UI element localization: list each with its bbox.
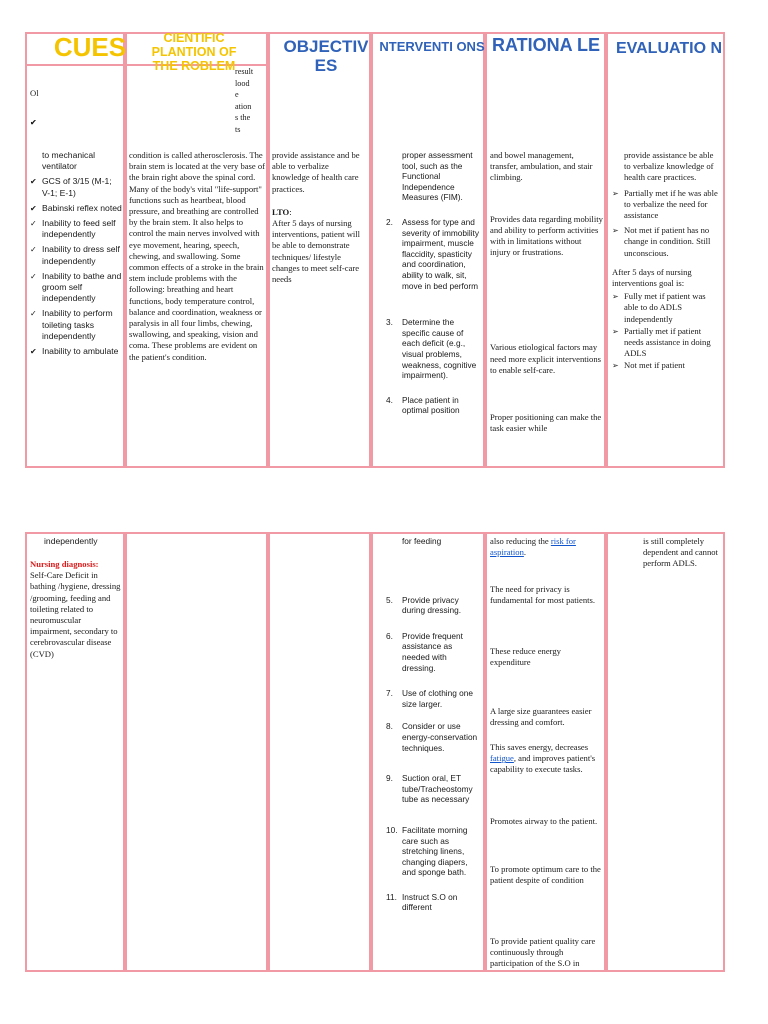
intervention-number: 10. [386, 824, 398, 835]
cues-list [30, 150, 122, 361]
objectives-text: provide assistance and be able to verbalize knowledge of health care practices. LTO: After 5 days of nursing interventions, patient will be able to demonstrate techniques/ lifestyle changes to meet self-care needs [272, 150, 368, 285]
cue-item: ✓ Inability to perform toileting tasks independently [30, 308, 122, 342]
intervention-item [386, 395, 482, 416]
intervention-text: Place patient in optimal position [402, 394, 460, 416]
nursing-diagnosis-label: Nursing diagnosis [30, 559, 96, 569]
intervention-text: Provide privacy during dressing. [402, 594, 462, 616]
nursing-diagnosis-text: Self-Care Deficit in bathing /hygiene, dressing /grooming, feeding and toileting related to neuromuscular impairment, secondary to cerebrovascular disease (CVD) [30, 570, 121, 659]
evaluation-item: ➢ Not met if patient has no change in condition. Still unconscious. [612, 225, 722, 259]
cue-item: ✓ Inability to dress self independently [30, 244, 122, 266]
cues-fragment: Ol [30, 88, 39, 98]
intervention-item [386, 631, 482, 673]
intervention-item [386, 217, 482, 291]
objectives-column-border-2 [268, 532, 371, 972]
rationale-6: These reduce energy expenditure [490, 646, 561, 668]
intervention-item [386, 595, 482, 616]
rationale-8: This saves energy, decreases fatigue, and improves patient's capability to execute tasks. [490, 742, 596, 775]
evaluation-item: ➢ Partially met if he was able to verbalize the need for assistance [612, 188, 722, 222]
intervention-item [386, 688, 482, 709]
cues-fragment-checks [30, 113, 50, 117]
intervention-text: Suction oral, ET tube/Tracheostomy tube as necessary [402, 773, 473, 805]
nursing-diagnosis: Nursing diagnosis: Self-Care Deficit in bathing /hygiene, dressing /grooming, feeding and toileting related to neuromuscular impairment, secondary to cerebrovascular disease (CVD) [30, 559, 123, 660]
cue-item: ✓ Inability to feed self independently [30, 218, 122, 240]
cue-item: to mechanical ventilator [42, 150, 96, 172]
sci-fragment: result lood e ation s the ts [235, 67, 254, 134]
cue-item: ✓ Inability to bathe and groom self independently [30, 271, 122, 305]
evaluation-header: EVALUATIO N [615, 40, 723, 57]
rationale-7: A large size guarantees easier dressing and comfort. [490, 706, 592, 728]
intervention-number: 11. [386, 891, 397, 902]
intervention-number: 9. [386, 773, 393, 784]
rationale-2: Provides data regarding mobility and ability to perform activities with in limitations without injury or frustrations. [490, 213, 603, 258]
intervention-number: 4. [386, 394, 393, 405]
fatigue-link[interactable]: fatigue [490, 753, 514, 764]
intervention-number: 5. [386, 594, 393, 605]
cue-item: ✔ Babinski reflex noted [30, 203, 122, 214]
intervention-number: 3. [386, 317, 393, 328]
intervention-item [386, 721, 482, 753]
intervention-top-2: for feeding [402, 536, 442, 546]
intervention-text: Determine the specific cause of each deficit (e.g., visual problems, weakness, cognitive impairment). [402, 317, 477, 381]
risk-for-aspiration-link[interactable]: risk for aspiration [490, 536, 576, 558]
intervention-text: Provide frequent assistance as needed with dressing. [402, 630, 463, 673]
lto-label: LTO [272, 206, 290, 217]
interventions-header: NTERVENTI ONS [379, 39, 485, 54]
intervention-item [386, 317, 482, 381]
evaluation-item: provide assistance be able to verbalize knowledge of health care practices. [624, 150, 714, 183]
intervention-number: 2. [386, 216, 393, 227]
scientific-explanation-header: CIENTIFIC PLANTION OF THE ROBLEM [151, 31, 237, 73]
cues-continued [30, 536, 122, 547]
sci-column-border-2 [125, 532, 268, 972]
rationale-4: Proper positioning can make the task easier while [490, 412, 602, 434]
intervention-text: Instruct S.O on different [402, 891, 458, 913]
evaluation-goal: After 5 days of nursing interventions goal is: [612, 266, 692, 289]
evaluation-goal-item: ➢ Not met if patient [612, 360, 722, 371]
cues-header: CUES [53, 32, 127, 62]
cue-item: ✔ Inability to ambulate [30, 346, 122, 357]
scientific-explanation-text: condition is called atherosclerosis. The brain stem is located at the very base of the brain right above the spinal cord. Many of the body's vital "life-support" functions such as heartbeat, blood pressure, and breathing are controlled by the brain stem. It also helps to control the main nerves involved with eye movement, hearing, speech, chewing, and swallowing. Some common effects of a stroke in the brain stem include problems with the following: breathing and heart functions, body temperature control, balance and coordination, weakness or paralysis in all four limbs, chewing, swallowing, and speaking, vision and coma. These problems are evident on the patient's condition. [129, 150, 266, 362]
rationale-header: RATIONA LE [492, 35, 600, 55]
rationale-11: To provide patient quality care continuously through participation of the S.O in [490, 936, 596, 969]
intervention-text: Assess for type and severity of immobility impairment, muscle flaccidity, spasticity and coordination, ability to walk, sit, move in bed perform [402, 216, 479, 291]
rationale-text [490, 150, 603, 434]
evaluation-goal-item: ➢ Fully met if patient was able to do ADLS independently [612, 291, 722, 325]
intervention-text: Use of clothing one size larger. [402, 688, 474, 709]
evaluation-goal-item: ➢ Partially met if patient needs assistance in doing ADLS [612, 326, 722, 360]
intervention-number: 6. [386, 630, 393, 641]
rationale-3: Various etiological factors may need more explicit interventions to enable self-care. [490, 342, 601, 375]
interventions-list-2 [386, 536, 482, 913]
intervention-top: proper assessment tool, such as the Functional Independence Measures (FIM). [402, 150, 473, 203]
objectives-header: OBJECTIV ES [283, 37, 369, 75]
evaluation-continued: is still completely dependent and cannot perform ADLS. [643, 536, 718, 569]
intervention-text: Consider or use energy-conservation techniques. [402, 721, 478, 753]
lto-text: After 5 days of nursing interventions, patient will be able to demonstrate techniques/ lifestyle changes to meet self-care needs [272, 218, 361, 285]
rationale-9: Promotes airway to the patient. [490, 816, 598, 826]
cues-top: independently [44, 536, 98, 546]
objectives-intro: provide assistance and be able to verbalize knowledge of health care practices. [272, 150, 360, 194]
rationale-text-2 [490, 536, 603, 969]
rationale-top: and bowel management, transfer, ambulation, and stair climbing. [490, 150, 593, 183]
rationale-5: The need for privacy is fundamental for most patients. [490, 584, 596, 606]
intervention-item [386, 825, 482, 878]
evaluation-column-border-2 [606, 532, 725, 972]
intervention-item [386, 773, 482, 805]
evaluation-text [612, 150, 722, 373]
rationale-10: To promote optimum care to the patient despite of condition [490, 864, 601, 886]
intervention-number: 7. [386, 688, 393, 699]
interventions-list [386, 150, 482, 416]
cue-item: ✔ GCS of 3/15 (M-1; V-1; E-1) [30, 176, 122, 198]
intervention-number: 8. [386, 721, 393, 732]
rationale-top-2: also reducing the risk for aspiration. [490, 536, 576, 558]
intervention-text: Facilitate morning care such as stretching linens, changing diapers, and sponge bath. [402, 824, 468, 878]
intervention-item [386, 892, 482, 913]
